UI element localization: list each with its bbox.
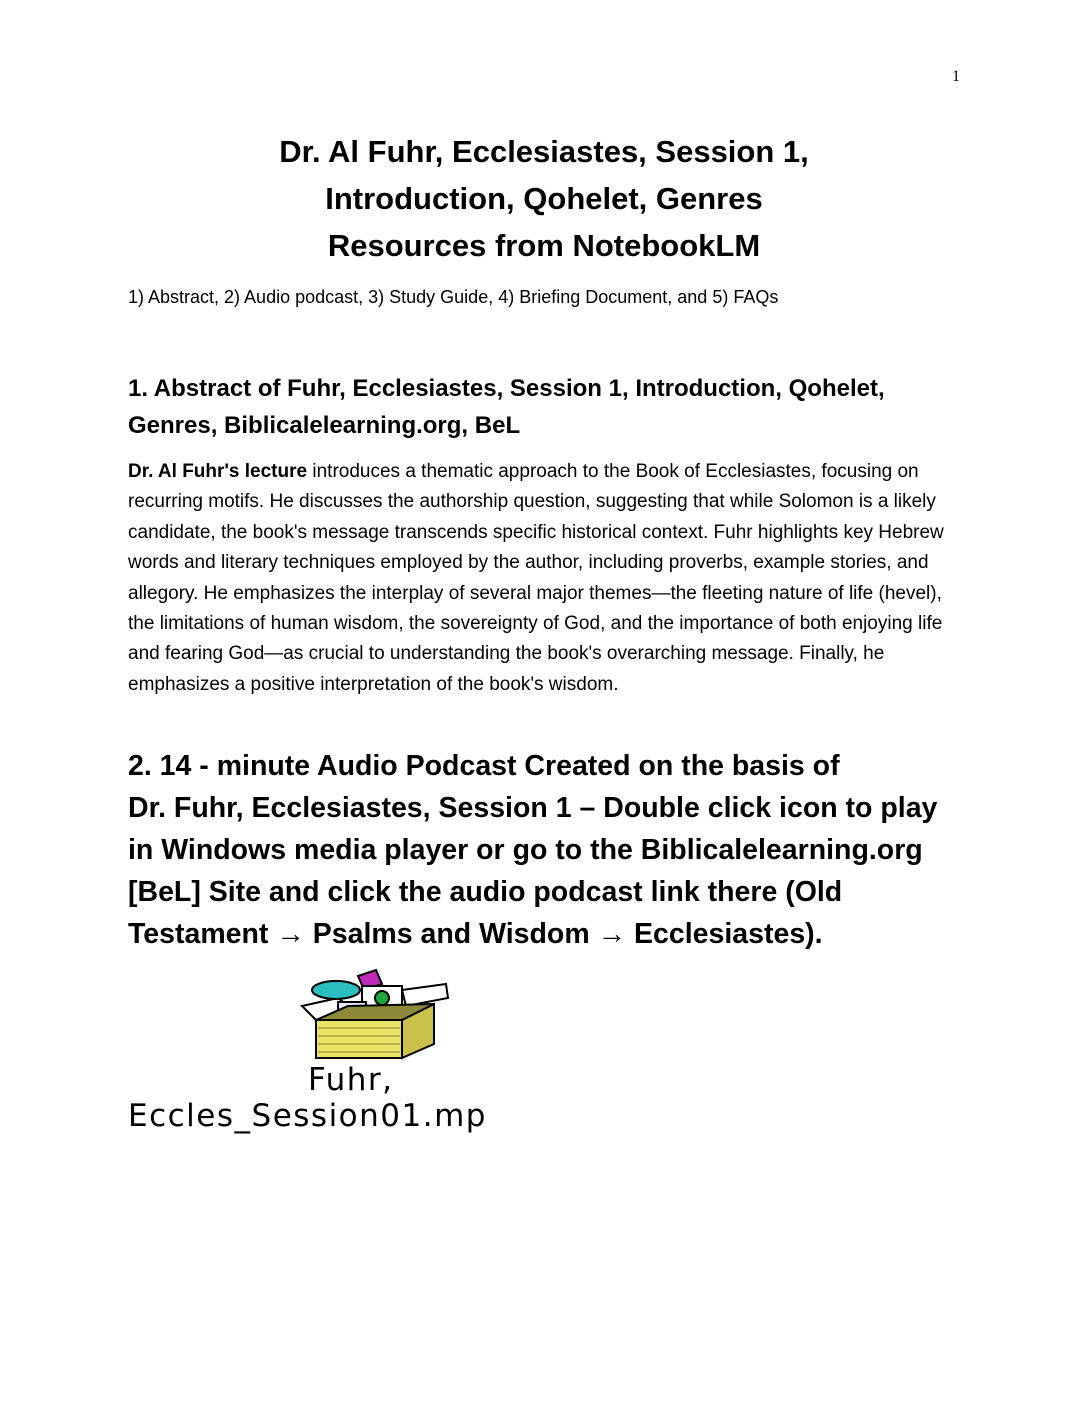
abstract-paragraph: [128, 457, 958, 700]
podcast-heading-line1: 2. 14 - minute Audio Podcast Created on the basis of: [128, 750, 840, 782]
page-title: [0, 128, 1088, 269]
title-line-1: Dr. Al Fuhr, Ecclesiastes, Session 1,: [279, 134, 809, 169]
podcast-file-label[interactable]: [128, 1062, 618, 1142]
title-line-3: Resources from NotebookLM: [327, 228, 761, 263]
title-line-2: Introduction, Qohelet, Genres: [325, 181, 763, 216]
podcast-heading-mid: Psalms and Wisdom: [312, 918, 590, 950]
podcast-heading-text: Dr. Fuhr, Ecclesiastes, Session 1 – Double click icon to play in Windows media player or go to the Biblicalelearning.org [BeL] Site and click the audio podcast link there (Old Testament: [128, 792, 938, 950]
arrow-right-icon: →: [597, 918, 627, 950]
podcast-heading-end: Ecclesiastes).: [634, 918, 823, 950]
arrow-right-icon: →: [276, 918, 305, 950]
abstract-lead: Dr. Al Fuhr's lecture: [128, 461, 308, 482]
package-icon[interactable]: [298, 968, 454, 1060]
resource-list: 1) Abstract, 2) Audio podcast, 3) Study Guide, 4) Briefing Document, and 5) FAQs: [128, 287, 779, 307]
abstract-body: introduces a thematic approach to the Book of Ecclesiastes, focusing on recurring motifs. He discusses the authorship question, suggesting that while Solomon is a likely candidate, the book's message transcends specific historical context. Fuhr highlights key Hebrew words and literary techniques employed by the author, including proverbs, example stories, and allegory. He emphasizes the interplay of several major themes—the fleeting nature of life (hevel), the limitations of human wisdom, the sovereignty of God, and the importance of both enjoying life and fearing God—as crucial to understanding the book's overarching message. Finally, he emphasizes a positive interpretation of the book's wisdom.: [128, 461, 944, 695]
podcast-file-label-line2: Eccles_Session01.mp: [128, 1098, 487, 1134]
abstract-heading: 1. Abstract of Fuhr, Ecclesiastes, Session 1, Introduction, Qohelet, Genres, Biblicalelearning.org, BeL: [128, 375, 885, 439]
podcast-heading: [128, 745, 958, 955]
podcast-file-label-line1: Fuhr,: [308, 1062, 394, 1098]
page-number: 1: [952, 68, 960, 85]
